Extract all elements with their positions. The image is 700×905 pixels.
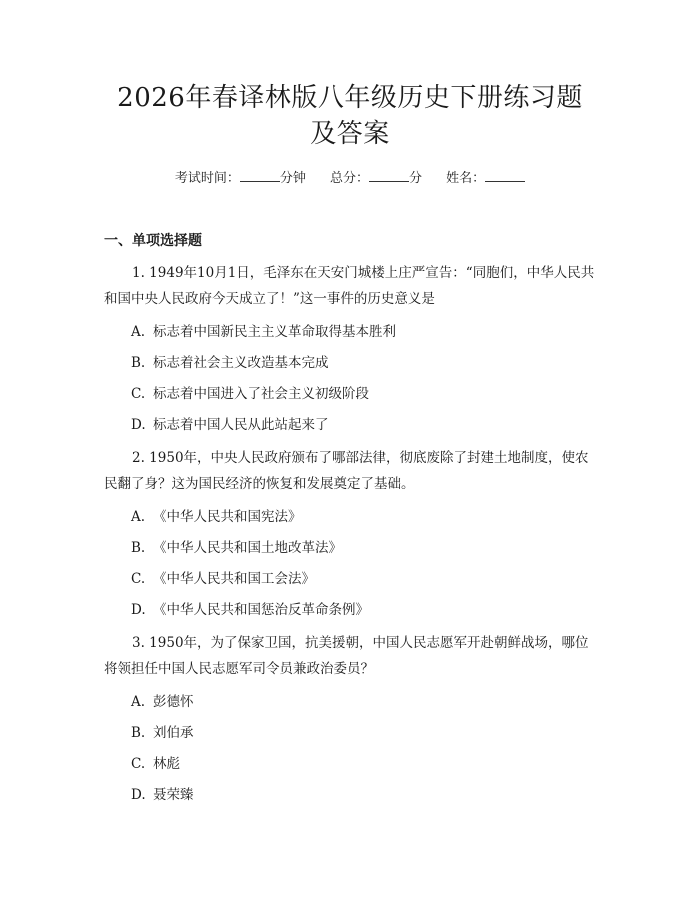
option-text: 《中华人民共和国宪法》 — [153, 509, 302, 525]
option-b — [104, 537, 596, 559]
option-letter: A. — [131, 694, 146, 710]
option-text: 彭德怀 — [153, 694, 194, 710]
option-letter: B. — [131, 540, 146, 556]
option-a — [104, 321, 596, 343]
option-text: 标志着中国新民主主义革命取得基本胜利 — [153, 324, 396, 340]
option-d — [104, 599, 596, 621]
name-label: 姓名： — [446, 171, 486, 186]
question-1 — [104, 260, 596, 436]
option-text: 标志着中国进入了社会主义初级阶段 — [153, 386, 369, 402]
option-text: 《中华人民共和国土地改革法》 — [153, 540, 342, 556]
option-a — [104, 691, 596, 713]
option-letter: C. — [131, 756, 146, 772]
option-b — [104, 352, 596, 374]
option-letter: D. — [131, 602, 146, 618]
option-letter: D. — [131, 417, 146, 433]
option-letter: B. — [131, 355, 146, 371]
section-title: 一、单项选择题 — [104, 233, 202, 249]
exam-meta — [104, 169, 596, 189]
option-d — [104, 414, 596, 436]
option-text: 标志着社会主义改造基本完成 — [153, 355, 329, 371]
option-text: 林彪 — [153, 756, 180, 772]
option-text: 刘伯承 — [153, 725, 194, 741]
option-letter: B. — [131, 725, 146, 741]
question-2 — [104, 445, 596, 621]
score-blank — [369, 169, 409, 182]
name-blank — [485, 169, 525, 182]
option-c — [104, 753, 596, 775]
exam-score — [330, 169, 422, 189]
time-label: 考试时间： — [174, 171, 240, 186]
option-c — [104, 568, 596, 590]
option-text: 《中华人民共和国惩治反革命条例》 — [153, 602, 369, 618]
page-title: 2026年春译林版八年级历史下册练习题及答案 — [117, 83, 583, 149]
exam-name — [446, 169, 525, 189]
score-unit: 分 — [409, 171, 423, 186]
question-3 — [104, 630, 596, 806]
question-text: 3. 1950年，为了保家卫国，抗美援朝，中国人民志愿军开赴朝鲜战场，哪位将领担任中国人民志愿军司令员兼政治委员？ — [104, 635, 589, 677]
question-text: 2. 1950年，中央人民政府颁布了哪部法律，彻底废除了封建土地制度，使农民翻了身？这为国民经济的恢复和发展奠定了基础。 — [104, 450, 589, 492]
option-text: 聂荣臻 — [153, 787, 194, 803]
question-text: 1. 1949年10月1日，毛泽东在天安门城楼上庄严宣告：“同胞们，中华人民共和国中央人民政府今天成立了！”这一事件的历史意义是 — [104, 265, 595, 307]
option-text: 标志着中国人民从此站起来了 — [153, 417, 329, 433]
option-d — [104, 784, 596, 806]
time-blank — [240, 169, 280, 182]
score-label: 总分： — [329, 171, 369, 186]
option-text: 《中华人民共和国工会法》 — [153, 571, 315, 587]
exam-time — [175, 169, 306, 189]
option-letter: D. — [131, 787, 146, 803]
option-letter: A. — [131, 509, 146, 525]
option-c — [104, 383, 596, 405]
option-letter: C. — [131, 386, 146, 402]
option-letter: C. — [131, 571, 146, 587]
option-letter: A. — [131, 324, 146, 340]
option-b — [104, 722, 596, 744]
time-unit: 分钟 — [279, 171, 306, 186]
option-a — [104, 506, 596, 528]
